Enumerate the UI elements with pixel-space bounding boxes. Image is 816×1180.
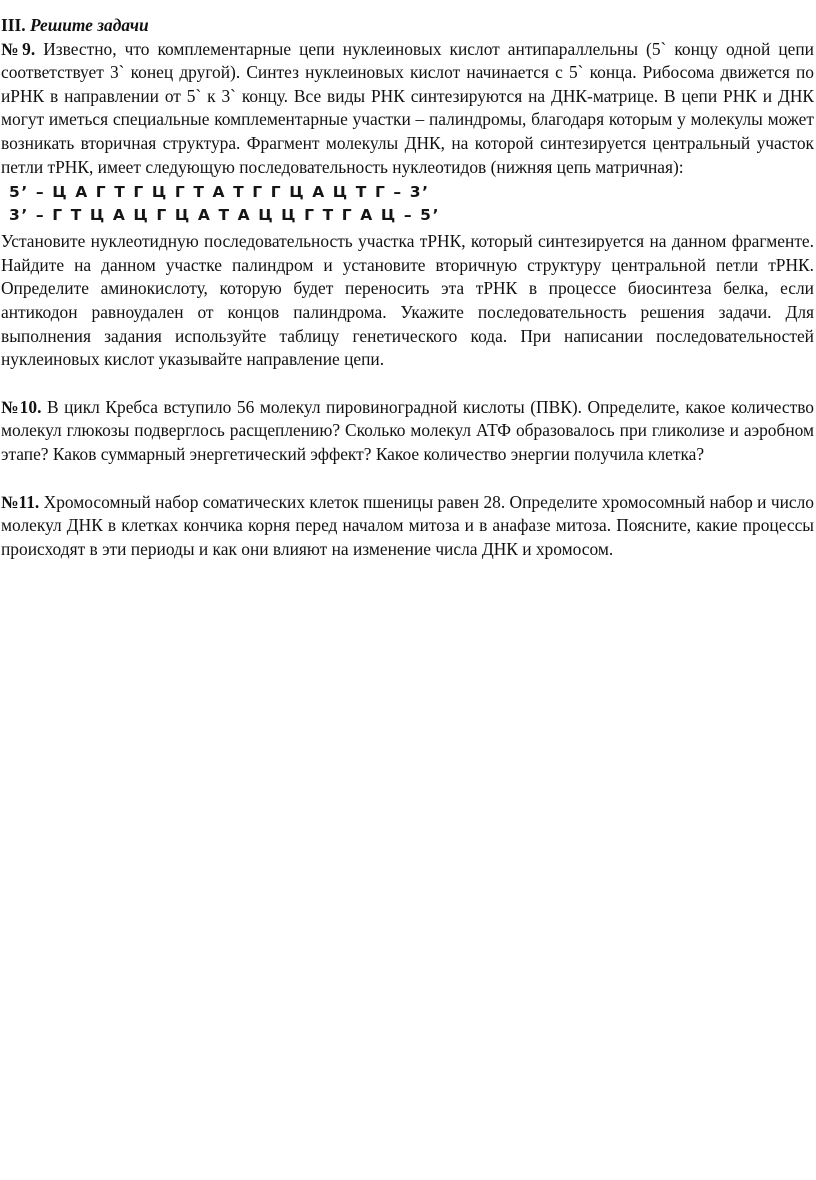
- section-title: Решите задачи: [30, 15, 149, 35]
- task-10-paragraph: [1, 396, 814, 467]
- task-9-text: Известно, что комплементарные цепи нуклеиновых кислот антипараллельны (5` концу одной цепи соответствует 3` конец другой). Синтез нуклеиновых кислот начинается с 5` конца. Рибосома движется по иРНК в направлении от 5` к 3` концу. Все виды РНК синтезируются на ДНК-матрице. В цепи РНК и ДНК могут иметься специальные комплементарные участки – палиндромы, благодаря которым у молекулы может возникать вторичная структура. Фрагмент молекулы ДНК, на которой синтезируется центральный участок петли тРНК, имеет следующую последовательность нуклеотидов (нижняя цепь матричная):: [1, 38, 814, 177]
- task-9-number: №9.: [1, 38, 36, 59]
- task-11-paragraph: [1, 491, 814, 562]
- spacer: [1, 372, 814, 396]
- dna-strand-bottom: 3’ – Г Т Ц А Ц Г Ц А Т А Ц Ц Г Т Г А Ц – 5’: [9, 205, 441, 224]
- task-9-intro: [1, 38, 814, 180]
- task-9: [1, 38, 814, 372]
- spacer: [1, 467, 814, 491]
- task-10: [1, 396, 814, 467]
- section-heading: [1, 14, 814, 38]
- task-11-text: Хромосомный набор соматических клеток пшеницы равен 28. Определите хромосомный набор и число молекул ДНК в клетках кончика корня перед началом митоза и в анафазе митоза. Поясните, какие процессы происходят в эти периоды и как они влияют на изменение числа ДНК и хромосом.: [1, 491, 814, 559]
- dna-strand-top: 5’ – Ц А Г Т Г Ц Г Т А Т Г Г Ц А Ц Т Г – 3’: [9, 183, 430, 202]
- task-10-number: №10.: [1, 396, 42, 417]
- task-9-question: Установите нуклеотидную последовательность участка тРНК, который синтезируется на данном фрагменте. Найдите на данном участке палиндром и установите вторичную структуру центральной петли тРНК. Определите аминокислоту, которую будет переносить эта тРНК в процессе биосинтеза белка, если антикодон равноудален от концов палиндрома. Укажите последовательность решения задачи. Для выполнения задания используйте таблицу генетического кода. При написании последовательностей нуклеиновых кислот указывайте направление цепи.: [1, 231, 814, 370]
- document-content: [1, 14, 814, 561]
- section-number: III.: [1, 15, 26, 35]
- task-10-text: В цикл Кребса вступило 56 молекул пировиноградной кислоты (ПВК). Определите, какое количество молекул глюкозы подверглось расщеплению? Сколько молекул АТФ образовалось при гликолизе и аэробном этапе? Каков суммарный энергетический эффект? Какое количество энергии получила клетка?: [1, 396, 814, 464]
- task-11: [1, 491, 814, 562]
- task-11-number: №11.: [1, 491, 40, 512]
- dna-sequence: [9, 181, 814, 226]
